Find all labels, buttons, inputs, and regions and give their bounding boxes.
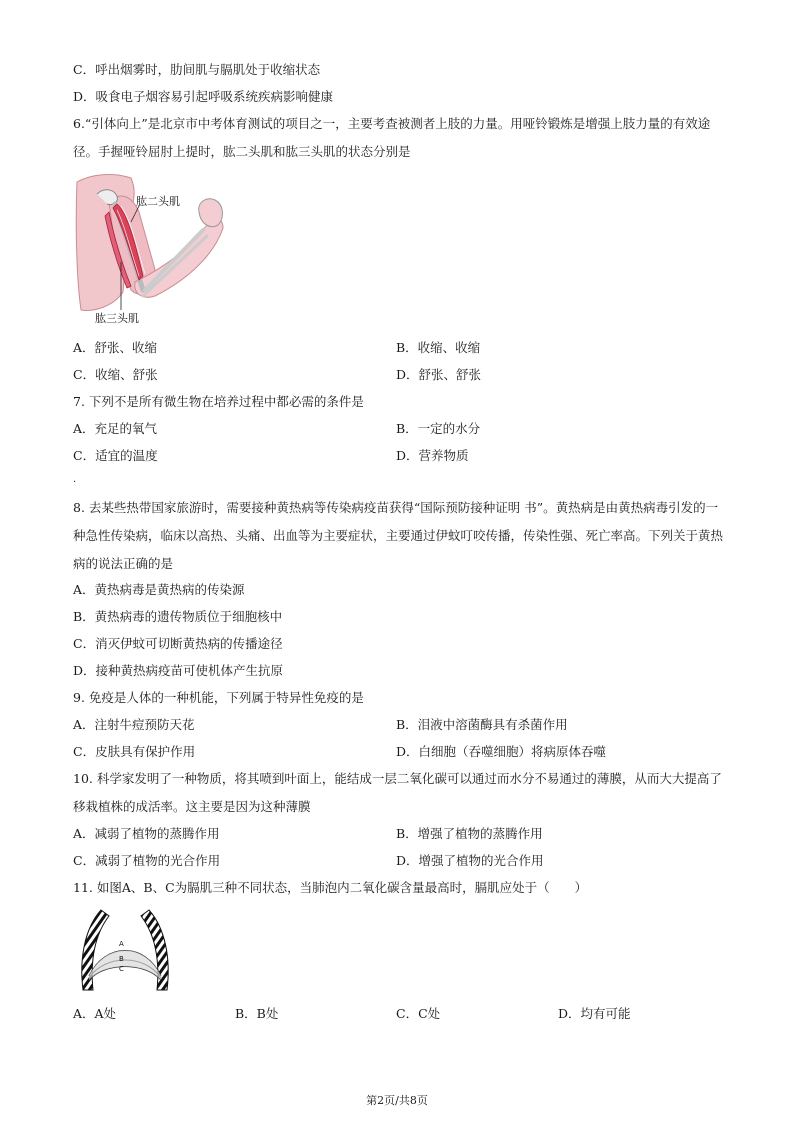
q7-option-b: B．一定的水分 — [396, 421, 481, 436]
q7-option-c: C．适宜的温度 — [73, 448, 158, 463]
q9-option-a: A．注射牛痘预防天花 — [73, 717, 195, 732]
q11-stem: 11. 如图A、B、C为膈肌三种不同状态，当肺泡内二氧化碳含量最高时，膈肌应处于（ ） — [73, 880, 588, 895]
q7-options-row1 — [73, 421, 723, 437]
diaphragm-figure — [73, 906, 185, 996]
q8-option-d: D．接种黄热病疫苗可使机体产生抗原 — [73, 663, 284, 678]
triceps-label: 肱三头肌 — [95, 312, 139, 324]
q9-stem: 9. 免疫是人体的一种机能，下列属于特异性免疫的是 — [73, 690, 364, 705]
q8-option-b: B．黄热病毒的遗传物质位于细胞核中 — [73, 609, 283, 624]
q11-option-a: A．A处 — [73, 1006, 117, 1021]
q11-option-b: B．B处 — [235, 1006, 279, 1021]
q9-options-row1 — [73, 717, 723, 733]
diaphragm-label-b: B — [119, 955, 124, 963]
page-footer: 第2页/共8页 — [366, 1094, 428, 1107]
q5-option-c: C．呼出烟雾时，肋间肌与膈肌处于收缩状态 — [73, 62, 321, 77]
q6-options-row1 — [73, 340, 723, 356]
q6-option-d: D．舒张、舒张 — [396, 367, 482, 382]
q6-option-a: A．舒张、收缩 — [73, 340, 158, 355]
stray-mark: . — [73, 474, 77, 485]
q7-option-d: D．营养物质 — [396, 448, 469, 463]
q9-option-b: B．泪液中溶菌酶具有杀菌作用 — [396, 717, 568, 732]
q9-options-row2 — [73, 744, 723, 760]
q9-option-c: C．皮肤具有保护作用 — [73, 744, 196, 759]
arm-muscle-figure — [73, 172, 233, 324]
q6-options-row2 — [73, 367, 723, 383]
q10-options-row1 — [73, 826, 723, 842]
q10-option-a: A．减弱了植物的蒸腾作用 — [73, 826, 220, 841]
diaphragm-label-a: A — [119, 940, 124, 948]
q5-option-d: D．吸食电子烟容易引起呼吸系统疾病影响健康 — [73, 89, 334, 104]
q11-options-row — [73, 1006, 723, 1022]
diaphragm-label-c: C — [119, 965, 124, 973]
q11-option-d: D．均有可能 — [558, 1006, 631, 1021]
q7-stem: 7. 下列不是所有微生物在培养过程中都必需的条件是 — [73, 394, 364, 409]
q9-option-d: D．白细胞（吞噬细胞）将病原体吞噬 — [396, 744, 607, 759]
q7-options-row2 — [73, 448, 723, 464]
q10-option-d: D．增强了植物的光合作用 — [396, 853, 544, 868]
q10-stem: 10. 科学家发明了一种物质，将其喷到叶面上，能结成一层二氧化碳可以通过而水分不易通过的薄膜，从而大大提高了移栽植株的成活率。这主要是因为这种薄膜 — [73, 771, 722, 814]
q8-stem: 8. 去某些热带国家旅游时，需要接种黄热病等传染病疫苗获得“国际预防接种证明 书”。黄热病是由黄热病毒引发的一种急性传染病，临床以高热、头痛、出血等为主要症状，主要通过伊蚊叮咬传播，传染性强、死亡率高。下列关于黄热病的说法正确的是 — [73, 500, 724, 571]
biceps-label: 肱二头肌 — [136, 195, 180, 208]
q10-option-b: B．增强了植物的蒸腾作用 — [396, 826, 543, 841]
q8-option-a: A．黄热病毒是黄热病的传染源 — [73, 582, 245, 597]
q10-options-row2 — [73, 853, 723, 869]
q6-option-c: C．收缩、舒张 — [73, 367, 158, 382]
q11-option-c: C．C处 — [396, 1006, 441, 1021]
q6-option-b: B．收缩、收缩 — [396, 340, 481, 355]
q10-option-c: C．减弱了植物的光合作用 — [73, 853, 221, 868]
q7-option-a: A．充足的氧气 — [73, 421, 158, 436]
q8-option-c: C．消灭伊蚊可切断黄热病的传播途径 — [73, 636, 283, 651]
q6-stem: 6.“引体向上”是北京市中考体育测试的项目之一，主要考查被测者上肢的力量。用哑铃锻炼是增强上肢力量的有效途 径。手握哑铃屈肘上提时，肱二头肌和肱三头肌的状态分别是 — [73, 116, 711, 159]
